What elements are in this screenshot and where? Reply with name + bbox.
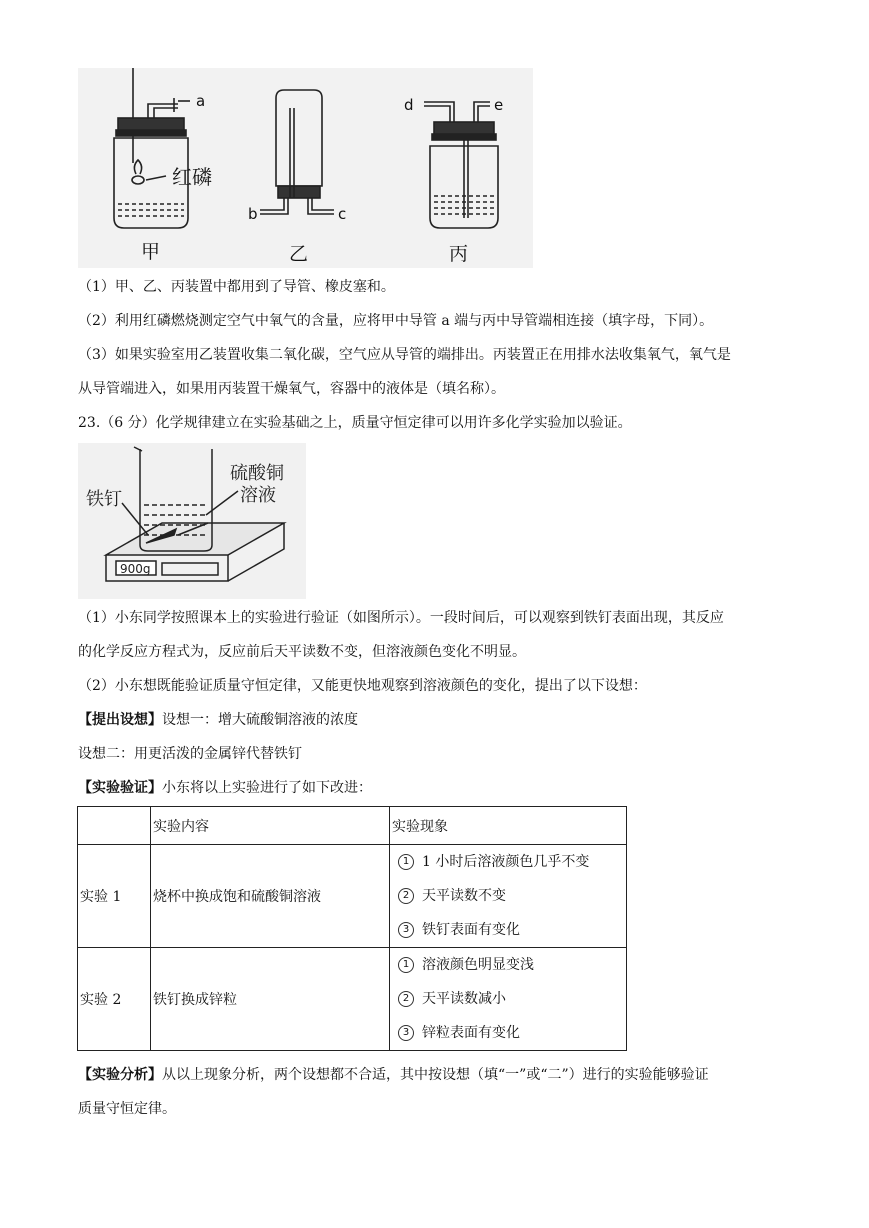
balance-reading: 900g [120,562,151,576]
analysis-line1 [78,1065,709,1085]
label-iron-nail: 铁钉 [86,489,122,510]
hypothesis-1 [78,710,358,730]
phenomenon-text: 锌粒表面有变化 [422,1025,520,1041]
circled-number: 3 [398,1025,414,1041]
bottle-yi [276,90,322,186]
experiment-name: 实验 1 [78,845,151,948]
q23-part2: （2）小东想既能验证质量守恒定律，又能更快地观察到溶液颜色的变化，提出了以下设想： [78,678,647,694]
balance-drawing [78,443,306,599]
hypothesis-2: 设想二：用更活泼的金属锌代替铁钉 [78,746,302,762]
experiment-phenomena [390,948,627,1051]
phenomenon-item [390,845,626,879]
phenomenon-text: 1 小时后溶液颜色几乎不变 [422,854,590,870]
phenomenon-text: 天平读数减小 [422,991,506,1007]
q22-part1: （1）甲、乙、丙装置中都用到了导管、橡皮塞和。 [78,279,395,295]
phenomenon-item [390,913,626,947]
caption-jia: 甲 [141,241,161,263]
hypothesis-tag: 【提出设想】 [78,712,162,728]
circled-number: 1 [398,957,414,973]
table-row [78,948,627,1051]
table-header-row [78,807,627,845]
experiment-table [77,806,627,1051]
phenomenon-text: 铁钉表面有变化 [422,922,520,938]
caption-yi: 乙 [289,243,309,265]
balance-figure [78,443,306,599]
q23-part1-line2: 的化学反应方程式为，反应前后天平读数不变，但溶液颜色变化不明显。 [78,644,526,660]
header-cell-blank [78,807,151,845]
analysis-text: 从以上现象分析，两个设想都不合适，其中按设想（填“一”或“二”）进行的实验能够验证 [162,1067,709,1083]
phenomenon-item [390,1016,626,1050]
header-cell-phenomena: 实验现象 [390,807,627,845]
experiment-name: 实验 2 [78,948,151,1051]
experiment-content: 铁钉换成锌粒 [151,948,390,1051]
q23-title: 23.（6 分）化学规律建立在实验基础之上，质量守恒定律可以用许多化学实验加以验证。 [78,415,632,431]
circled-number: 2 [398,888,414,904]
q22-part2: （2）利用红磷燃烧测定空气中氧气的含量，应将甲中导管 a 端与丙中导管端相连接（填字母，下同）。 [78,313,714,329]
verification-text: 小东将以上实验进行了如下改进： [162,780,372,796]
label-b: b [248,205,258,223]
circled-number: 3 [398,922,414,938]
analysis-tag: 【实验分析】 [78,1067,162,1083]
table-row [78,845,627,948]
circled-number: 1 [398,854,414,870]
hypothesis-1-text: 设想一：增大硫酸铜溶液的浓度 [162,712,358,728]
q23-part1-line1: （1）小东同学按照课本上的实验进行验证（如图所示）。一段时间后，可以观察到铁钉表面出现，其反应 [78,610,724,626]
label-d: d [404,96,414,114]
label-cuso4-line2: 溶液 [240,485,276,506]
label-a: a [196,92,206,110]
stopper-yi [278,186,320,198]
analysis-line2: 质量守恒定律。 [78,1101,176,1117]
phenomenon-item [390,879,626,913]
phenomenon-item [390,948,626,982]
phenomenon-text: 溶液颜色明显变浅 [422,957,534,973]
label-red-phosphorus: 红磷 [172,165,212,189]
apparatus-figure [78,68,533,268]
label-cuso4-line1: 硫酸铜 [230,463,284,484]
q22-part3-line1: （3）如果实验室用乙装置收集二氧化碳，空气应从导管的端排出。丙装置正在用排水法收集氧气，氧气是 [78,347,731,363]
experiment-content: 烧杯中换成饱和硫酸铜溶液 [151,845,390,948]
phenomenon-text: 天平读数不变 [422,888,506,904]
header-cell-content: 实验内容 [151,807,390,845]
q22-part3-line2: 从导管端进入，如果用丙装置干燥氧气，容器中的液体是（填名称）。 [78,381,505,397]
experiment-phenomena [390,845,627,948]
caption-bing: 丙 [449,243,469,265]
verification-intro [78,778,372,798]
apparatus-drawing [78,68,533,268]
label-e: e [494,96,504,114]
verification-tag: 【实验验证】 [78,780,162,796]
phenomenon-item [390,982,626,1016]
label-c: c [338,205,347,223]
circled-number: 2 [398,991,414,1007]
